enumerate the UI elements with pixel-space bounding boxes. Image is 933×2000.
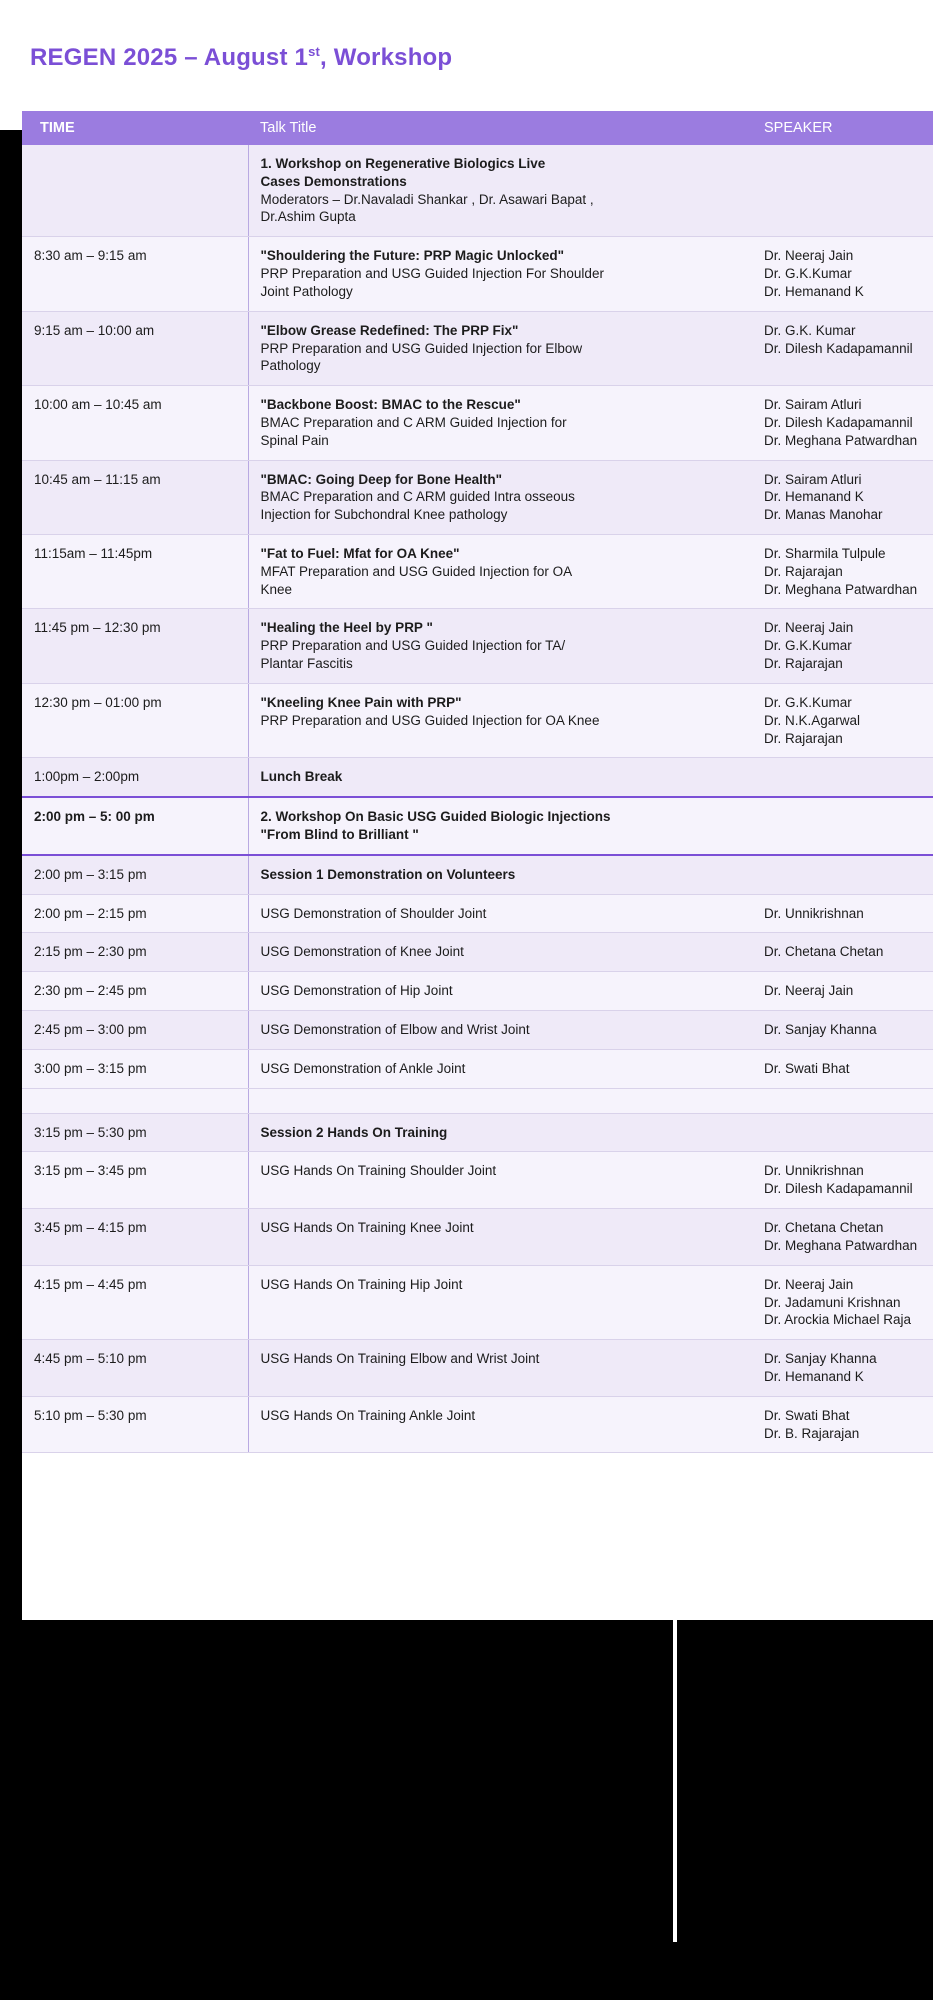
row-time: 10:45 am – 11:15 am xyxy=(22,460,248,534)
row-speakers xyxy=(752,1113,933,1152)
talk-title-line: Session 2 Hands On Training xyxy=(260,1124,448,1140)
page-title-main: REGEN 2025 – August 1 xyxy=(30,44,309,71)
table-row xyxy=(22,609,933,683)
speaker-name: Dr. Hemanand K xyxy=(764,1368,864,1384)
row-time: 4:45 pm – 5:10 pm xyxy=(22,1340,248,1397)
row-talk-title xyxy=(248,1340,752,1397)
talk-subtitle-line: BMAC Preparation and C ARM Guided Injection for xyxy=(260,414,567,430)
table-row xyxy=(22,535,933,609)
row-speakers xyxy=(752,933,933,972)
table-row xyxy=(22,855,933,894)
talk-subtitle-line: Dr.Ashim Gupta xyxy=(260,209,356,225)
talk-subtitle-line: Spinal Pain xyxy=(260,432,329,448)
row-talk-title xyxy=(248,1209,752,1266)
talk-title-line: "BMAC: Going Deep for Bone Health" xyxy=(260,471,503,487)
table-row xyxy=(22,145,933,237)
table-body xyxy=(22,145,933,1453)
talk-subtitle-line: PRP Preparation and USG Guided Injection for Elbow xyxy=(260,340,583,356)
talk-title-line: "Healing the Heel by PRP " xyxy=(260,620,433,636)
talk-subtitle-line: MFAT Preparation and USG Guided Injection for OA xyxy=(260,563,573,579)
talk-title-line: "Elbow Grease Redefined: The PRP Fix" xyxy=(260,322,519,338)
row-time xyxy=(22,145,248,237)
speaker-name: Dr. Meghana Patwardhan xyxy=(764,1237,918,1253)
row-speakers xyxy=(752,683,933,757)
schedule-table-wrapper xyxy=(22,111,918,1453)
speaker-name: Dr. Meghana Patwardhan xyxy=(764,432,918,448)
talk-title-line: Lunch Break xyxy=(260,769,343,785)
row-speakers xyxy=(752,1049,933,1088)
row-time: 2:30 pm – 2:45 pm xyxy=(22,972,248,1011)
row-speakers xyxy=(752,311,933,385)
table-row xyxy=(22,1152,933,1209)
talk-title-line: "From Blind to Brilliant " xyxy=(260,826,419,842)
table-row xyxy=(22,797,933,855)
speaker-name: Dr. G.K.Kumar xyxy=(764,266,852,282)
row-time: 11:15am – 11:45pm xyxy=(22,535,248,609)
row-time: 2:00 pm – 2:15 pm xyxy=(22,894,248,933)
row-speakers xyxy=(752,1152,933,1209)
speaker-name: Dr. G.K.Kumar xyxy=(764,638,852,654)
speaker-name: Dr. Swati Bhat xyxy=(764,1060,850,1076)
speaker-name: Dr. Hemanand K xyxy=(764,283,864,299)
talk-title-text: USG Demonstration of Hip Joint xyxy=(260,983,453,999)
row-talk-title xyxy=(248,1152,752,1209)
row-time: 3:00 pm – 3:15 pm xyxy=(22,1049,248,1088)
speaker-name: Dr. N.K.Agarwal xyxy=(764,712,861,728)
table-row xyxy=(22,460,933,534)
schedule-table xyxy=(22,111,933,1453)
talk-title-text: USG Demonstration of Shoulder Joint xyxy=(260,905,487,921)
speaker-name: Dr. G.K. Kumar xyxy=(764,322,856,338)
talk-subtitle-line: Pathology xyxy=(260,358,321,374)
table-row xyxy=(22,972,933,1011)
row-talk-title xyxy=(248,683,752,757)
talk-title-line: Session 1 Demonstration on Volunteers xyxy=(260,866,516,882)
speaker-name: Dr. Neeraj Jain xyxy=(764,620,854,636)
row-speakers xyxy=(752,609,933,683)
speaker-name: Dr. B. Rajarajan xyxy=(764,1425,860,1441)
white-divider-line xyxy=(673,1620,677,1942)
talk-subtitle-line: PRP Preparation and USG Guided Injection for OA Knee xyxy=(260,712,600,728)
page-title xyxy=(30,44,452,72)
talk-title-text: USG Demonstration of Knee Joint xyxy=(260,944,464,960)
speaker-name: Dr. Manas Manohar xyxy=(764,507,883,523)
row-talk-title xyxy=(248,933,752,972)
speaker-name: Dr. Hemanand K xyxy=(764,489,864,505)
row-talk-title xyxy=(248,894,752,933)
table-row xyxy=(22,237,933,311)
speaker-name: Dr. Sharmila Tulpule xyxy=(764,546,886,561)
left-black-strip xyxy=(0,130,22,1620)
table-row xyxy=(22,386,933,460)
row-talk-title xyxy=(248,237,752,311)
talk-title-line: "Kneeling Knee Pain with PRP" xyxy=(260,694,462,710)
row-speakers xyxy=(752,1011,933,1050)
bottom-black-area xyxy=(0,1620,933,2000)
row-time: 3:45 pm – 4:15 pm xyxy=(22,1209,248,1266)
speaker-name: Dr. Sairam Atluri xyxy=(764,471,862,487)
table-row xyxy=(22,1209,933,1266)
row-speakers xyxy=(752,145,933,237)
row-time: 2:45 pm – 3:00 pm xyxy=(22,1011,248,1050)
spacer-cell xyxy=(22,1088,248,1113)
row-talk-title xyxy=(248,797,752,855)
talk-title-text: USG Hands On Training Ankle Joint xyxy=(260,1407,476,1423)
row-time: 8:30 am – 9:15 am xyxy=(22,237,248,311)
talk-title-text: USG Demonstration of Ankle Joint xyxy=(260,1060,466,1076)
row-speakers xyxy=(752,1265,933,1339)
table-row xyxy=(22,894,933,933)
talk-title-text: USG Hands On Training Knee Joint xyxy=(260,1220,474,1236)
row-time: 2:00 pm – 5: 00 pm xyxy=(22,797,248,855)
row-time: 9:15 am – 10:00 am xyxy=(22,311,248,385)
row-talk-title xyxy=(248,1011,752,1050)
table-row xyxy=(22,1113,933,1152)
row-time: 1:00pm – 2:00pm xyxy=(22,758,248,797)
speaker-name: Dr. Neeraj Jain xyxy=(764,248,854,264)
speaker-name: Dr. Rajarajan xyxy=(764,563,843,579)
row-time: 2:15 pm – 2:30 pm xyxy=(22,933,248,972)
row-time: 10:00 am – 10:45 am xyxy=(22,386,248,460)
row-speakers xyxy=(752,237,933,311)
speaker-name: Dr. Unnikrishnan xyxy=(764,905,864,921)
talk-title-text: USG Demonstration of Elbow and Wrist Joint xyxy=(260,1022,530,1037)
speaker-name: Dr. Dilesh Kadapamannil xyxy=(764,340,913,356)
speaker-name: Dr. Chetana Chetan xyxy=(764,1220,884,1236)
row-talk-title xyxy=(248,535,752,609)
speaker-name: Dr. Jadamuni Krishnan xyxy=(764,1294,901,1310)
speaker-name: Dr. G.K.Kumar xyxy=(764,694,852,710)
talk-title-text: USG Hands On Training Elbow and Wrist Joint xyxy=(260,1351,540,1367)
speaker-name: Dr. Rajarajan xyxy=(764,730,843,746)
speaker-name: Dr. Unnikrishnan xyxy=(764,1163,864,1179)
row-speakers xyxy=(752,1340,933,1397)
talk-subtitle-line: Plantar Fascitis xyxy=(260,656,353,672)
row-speakers xyxy=(752,855,933,894)
talk-subtitle-line: Moderators – Dr.Navaladi Shankar , Dr. Asawari Bapat , xyxy=(260,191,594,207)
talk-title-line: 1. Workshop on Regenerative Biologics Live xyxy=(260,156,546,171)
table-row xyxy=(22,1011,933,1050)
row-time: 4:15 pm – 4:45 pm xyxy=(22,1265,248,1339)
row-talk-title xyxy=(248,609,752,683)
row-speakers xyxy=(752,386,933,460)
speaker-name: Dr. Chetana Chetan xyxy=(764,944,884,960)
row-talk-title xyxy=(248,311,752,385)
row-speakers xyxy=(752,758,933,797)
row-time: 3:15 pm – 3:45 pm xyxy=(22,1152,248,1209)
talk-title-line: "Shouldering the Future: PRP Magic Unlocked" xyxy=(260,248,565,264)
talk-subtitle-line: Knee xyxy=(260,581,293,597)
talk-subtitle-line: PRP Preparation and USG Guided Injection for TA/ xyxy=(260,638,566,654)
talk-subtitle-line: BMAC Preparation and C ARM guided Intra osseous xyxy=(260,489,575,505)
speaker-name: Dr. Arockia Michael Raja xyxy=(764,1312,912,1328)
row-time: 2:00 pm – 3:15 pm xyxy=(22,855,248,894)
table-row xyxy=(22,1049,933,1088)
row-speakers xyxy=(752,1396,933,1453)
speaker-name: Dr. Dilesh Kadapamannil xyxy=(764,1181,913,1197)
row-time: 12:30 pm – 01:00 pm xyxy=(22,683,248,757)
row-talk-title xyxy=(248,855,752,894)
row-talk-title xyxy=(248,758,752,797)
row-talk-title xyxy=(248,1265,752,1339)
table-row xyxy=(22,1265,933,1339)
row-time: 3:15 pm – 5:30 pm xyxy=(22,1113,248,1152)
spacer-cell xyxy=(248,1088,752,1113)
row-time: 5:10 pm – 5:30 pm xyxy=(22,1396,248,1453)
speaker-name: Dr. Dilesh Kadapamannil xyxy=(764,414,913,430)
page-title-tail: , Workshop xyxy=(320,44,453,71)
table-row xyxy=(22,1340,933,1397)
page-title-sup: st xyxy=(308,44,321,59)
table-row xyxy=(22,311,933,385)
speaker-name: Dr. Neeraj Jain xyxy=(764,983,854,999)
row-speakers xyxy=(752,797,933,855)
column-header-talk-title: Talk Title xyxy=(248,111,752,145)
speaker-name: Dr. Rajarajan xyxy=(764,656,843,672)
row-talk-title xyxy=(248,460,752,534)
talk-subtitle-line: Injection for Subchondral Knee pathology xyxy=(260,507,508,523)
row-talk-title xyxy=(248,972,752,1011)
talk-subtitle-line: Joint Pathology xyxy=(260,283,353,299)
table-head xyxy=(22,111,933,145)
talk-title-text: USG Hands On Training Hip Joint xyxy=(260,1276,463,1292)
talk-title-line: Cases Demonstrations xyxy=(260,173,407,189)
table-header-row xyxy=(22,111,933,145)
table-row xyxy=(22,1396,933,1453)
row-speakers xyxy=(752,894,933,933)
row-speakers xyxy=(752,535,933,609)
talk-title-line: "Backbone Boost: BMAC to the Rescue" xyxy=(260,397,521,413)
talk-title-text: USG Hands On Training Shoulder Joint xyxy=(260,1163,497,1179)
column-header-time: TIME xyxy=(22,111,248,145)
speaker-name: Dr. Sanjay Khanna xyxy=(764,1351,877,1367)
speaker-name: Dr. Sairam Atluri xyxy=(764,397,862,413)
talk-title-line: 2. Workshop On Basic USG Guided Biologic Injections xyxy=(260,809,611,825)
row-speakers xyxy=(752,1209,933,1266)
talk-title-line: "Fat to Fuel: Mfat for OA Knee" xyxy=(260,546,460,561)
table-row xyxy=(22,683,933,757)
table-row xyxy=(22,933,933,972)
speaker-name: Dr. Neeraj Jain xyxy=(764,1276,854,1292)
row-talk-title xyxy=(248,1049,752,1088)
speaker-name: Dr. Sanjay Khanna xyxy=(764,1022,877,1037)
spacer-cell xyxy=(752,1088,933,1113)
speaker-name: Dr. Meghana Patwardhan xyxy=(764,581,918,597)
speaker-name: Dr. Swati Bhat xyxy=(764,1407,850,1423)
row-talk-title xyxy=(248,1113,752,1152)
column-header-speaker: SPEAKER xyxy=(752,111,933,145)
row-talk-title xyxy=(248,145,752,237)
row-talk-title xyxy=(248,1396,752,1453)
talk-subtitle-line: PRP Preparation and USG Guided Injection For Shoulder xyxy=(260,266,604,282)
row-speakers xyxy=(752,460,933,534)
table-spacer-row xyxy=(22,1088,933,1113)
row-speakers xyxy=(752,972,933,1011)
table-row xyxy=(22,758,933,797)
row-time: 11:45 pm – 12:30 pm xyxy=(22,609,248,683)
row-talk-title xyxy=(248,386,752,460)
